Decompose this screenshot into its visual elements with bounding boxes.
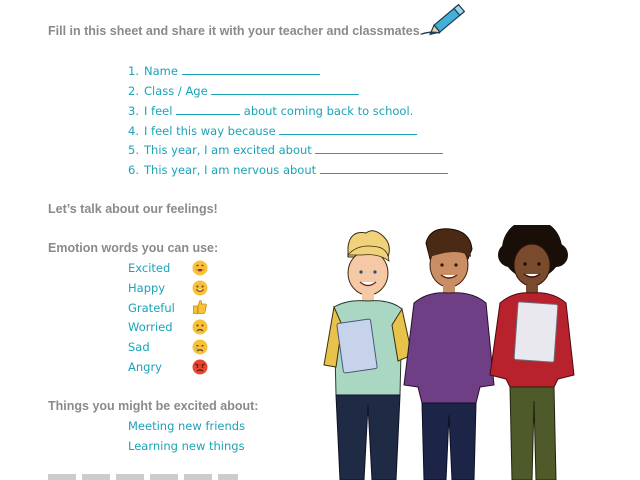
question-number: 1. (128, 64, 139, 78)
excited-face-icon (192, 260, 208, 276)
emotion-word: Happy (128, 281, 166, 295)
kid-curly-hair (490, 225, 574, 480)
sad-face-icon (192, 339, 208, 355)
question-label: Class / Age (144, 84, 208, 98)
emotion-word: Worried (128, 320, 173, 334)
excited-blank[interactable] (315, 144, 443, 154)
children-illustration (318, 225, 590, 480)
question-excited (128, 143, 443, 157)
kid-blond (324, 231, 412, 480)
intro-text: Fill in this sheet and share it with your teacher and classmates. (48, 24, 424, 38)
emotion-word: Grateful (128, 301, 175, 315)
angry-face-icon (192, 359, 208, 375)
question-number: 3. (128, 104, 139, 118)
question-number: 2. (128, 84, 139, 98)
question-label-after: about coming back to school. (243, 104, 414, 118)
happy-face-icon (192, 280, 208, 296)
class-age-blank[interactable] (211, 85, 359, 95)
name-blank[interactable] (182, 65, 320, 75)
because-blank[interactable] (279, 125, 417, 135)
emotion-word: Sad (128, 340, 150, 354)
question-number: 4. (128, 124, 139, 138)
question-class-age (128, 84, 359, 98)
question-label: This year, I am excited about (144, 143, 312, 157)
question-label: I feel (144, 104, 173, 118)
nervous-blank[interactable] (320, 164, 448, 174)
worried-face-icon (192, 319, 208, 335)
emotion-word: Angry (128, 360, 162, 374)
question-number: 5. (128, 143, 139, 157)
feel-blank[interactable] (176, 105, 240, 115)
question-label: Name (144, 64, 178, 78)
excited-item: Meeting new friends (128, 419, 246, 433)
question-because (128, 124, 417, 138)
question-feel (128, 104, 413, 118)
feelings-heading: Let’s talk about our feelings! (48, 202, 218, 216)
question-label: This year, I am nervous about (144, 163, 317, 177)
emotion-heading: Emotion words you can use: (48, 241, 219, 255)
pencil-icon (420, 0, 476, 40)
excited-item: Learning new things (128, 439, 245, 453)
excited-heading: Things you might be excited about: (48, 399, 259, 413)
question-nervous (128, 163, 448, 177)
kid-brown-hair (404, 229, 494, 480)
question-label: I feel this way because (144, 124, 276, 138)
question-name (128, 64, 320, 78)
thumbs-up-icon (192, 299, 208, 315)
emotion-word: Excited (128, 261, 171, 275)
question-number: 6. (128, 163, 139, 177)
cut-off-heading (48, 474, 248, 480)
